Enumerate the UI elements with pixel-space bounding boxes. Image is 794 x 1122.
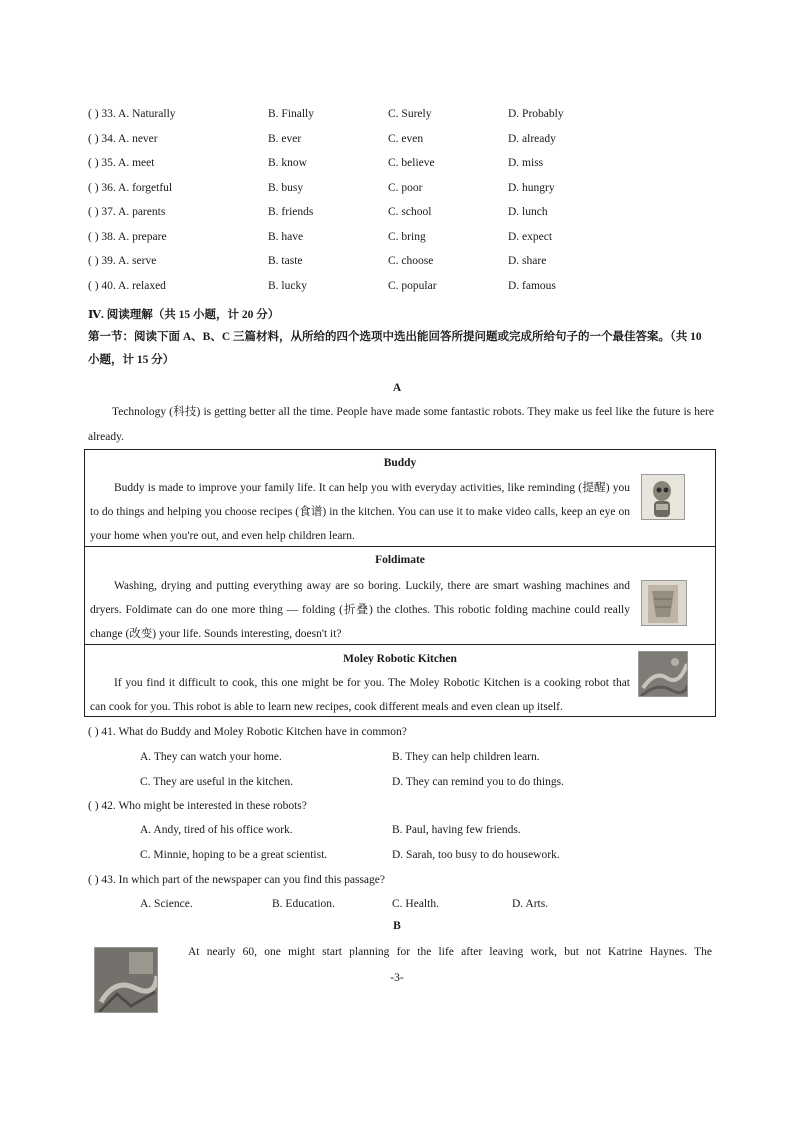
choice-row-38 <box>88 231 728 249</box>
choice-option-c: C. believe <box>388 157 435 169</box>
choice-option-c: C. bring <box>388 231 426 243</box>
choice-option-b: B. Finally <box>268 108 315 120</box>
answer-option: C. Minnie, hoping to be a great scientist. <box>140 849 328 861</box>
answer-option: C. They are useful in the kitchen. <box>140 776 294 788</box>
robot-description: If you find it difficult to cook, this one might be for you. The Moley Robotic Kitchen is a cooking robot that can cook for you. This robot is able to learn new recipes, cook different meals and even clean up itself. <box>90 677 630 713</box>
choice-option-c: C. popular <box>388 280 437 292</box>
answer-option: A. They can watch your home. <box>140 751 282 763</box>
choice-option-d: D. expect <box>508 231 553 243</box>
robot-description: Buddy is made to improve your family life. It can help you with everyday activities, like reminding (提醒) you to do things and helping you choose recipes (食谱) in the kitchen. You can use it to make video calls, keep an eye on your home when you're out, and even help children learn. <box>90 482 630 542</box>
folding-machine-icon <box>642 581 687 626</box>
answer-option: B. Education. <box>272 898 335 910</box>
choice-option-c: C. choose <box>388 255 434 267</box>
choice-option-a: ( ) 40. A. relaxed <box>88 280 166 292</box>
passage-a-intro: Technology (科技) is getting better all the time. People have made some fantastic robots. They make us feel like the future is here already. <box>88 406 714 443</box>
question-42: ( ) 42. Who might be interested in these robots? <box>88 800 307 812</box>
choice-option-b: B. friends <box>268 206 314 218</box>
choice-option-a: ( ) 35. A. meet <box>88 157 155 169</box>
answer-option: D. They can remind you to do things. <box>392 776 564 788</box>
question-41: ( ) 41. What do Buddy and Moley Robotic Kitchen have in common? <box>88 726 407 738</box>
choice-option-d: D. Probably <box>508 108 564 120</box>
choice-row-35 <box>88 157 728 175</box>
buddy-robot-icon <box>642 475 685 520</box>
choice-option-b: B. taste <box>268 255 303 267</box>
buddy-robot-photo <box>641 474 685 520</box>
choice-option-d: D. famous <box>508 280 556 292</box>
passage-a-label: A <box>392 382 402 394</box>
robots-table <box>84 449 716 717</box>
choice-option-b: B. busy <box>268 182 304 194</box>
choice-option-d: D. share <box>508 255 547 267</box>
answer-option: A. Andy, tired of his office work. <box>140 824 293 836</box>
choice-option-d: D. miss <box>508 157 544 169</box>
choice-row-39 <box>88 255 728 273</box>
choice-option-b: B. have <box>268 231 304 243</box>
passage-b-text: At nearly 60, one might start planning for the life after leaving work, but not Katrine Haynes. The <box>188 946 712 958</box>
choice-option-d: D. hungry <box>508 182 555 194</box>
choice-option-c: C. Surely <box>388 108 432 120</box>
choice-option-b: B. lucky <box>268 280 307 292</box>
answer-option: D. Arts. <box>512 898 549 910</box>
robot-cell-buddy <box>85 450 715 547</box>
choice-option-b: B. ever <box>268 133 302 145</box>
question-43: ( ) 43. In which part of the newspaper can you find this passage? <box>88 874 385 886</box>
choice-option-c: C. even <box>388 133 424 145</box>
robot-title: Moley Robotic Kitchen <box>343 653 457 665</box>
choice-option-a: ( ) 34. A. never <box>88 133 158 145</box>
choice-row-33 <box>88 108 728 126</box>
choice-option-d: D. lunch <box>508 206 548 218</box>
choice-row-36 <box>88 182 728 200</box>
choice-row-34 <box>88 133 728 151</box>
section-heading: Ⅳ. 阅读理解（共 15 小题，计 20 分） <box>88 309 280 321</box>
choice-option-a: ( ) 33. A. Naturally <box>88 108 176 120</box>
foldimate-photo <box>641 580 687 626</box>
choice-option-c: C. poor <box>388 182 423 194</box>
moley-kitchen-photo <box>638 651 688 697</box>
choice-option-c: C. school <box>388 206 432 218</box>
passage-b-label: B <box>393 920 401 932</box>
robotic-kitchen-icon <box>639 652 688 697</box>
answer-option: B. They can help children learn. <box>392 751 540 763</box>
choice-option-b: B. know <box>268 157 307 169</box>
robot-cell-foldimate <box>85 547 715 645</box>
choice-option-a: ( ) 36. A. forgetful <box>88 182 173 194</box>
choice-option-a: ( ) 37. A. parents <box>88 206 166 218</box>
robot-title: Foldimate <box>375 554 425 566</box>
choice-option-d: D. already <box>508 133 556 145</box>
answer-option: D. Sarah, too busy to do housework. <box>392 849 560 861</box>
answer-option: B. Paul, having few friends. <box>392 824 521 836</box>
robot-title: Buddy <box>383 457 417 469</box>
robot-description: Washing, drying and putting everything away are so boring. Luckily, there are smart washing machines and dryers. Foldimate can do one more thing — folding (折叠) the clothes. This robotic folding machine could really change (改变) your life. Sounds interesting, doesn't it? <box>90 580 630 640</box>
answer-option: A. Science. <box>140 898 193 910</box>
choice-option-a: ( ) 39. A. serve <box>88 255 157 267</box>
page-number: -3- <box>390 972 404 984</box>
robot-cell-moley-kitchen <box>85 645 715 717</box>
section-instruction: 第一节：阅读下面 A、B、C 三篇材料，从所给的四个选项中选出能回答所提问题或完成所给句子的一个最佳答案。（共 10 小题，计 15 分） <box>88 331 702 366</box>
choice-row-37 <box>88 206 728 224</box>
answer-option: C. Health. <box>392 898 439 910</box>
choice-option-a: ( ) 38. A. prepare <box>88 231 167 243</box>
choice-row-40 <box>88 280 728 298</box>
